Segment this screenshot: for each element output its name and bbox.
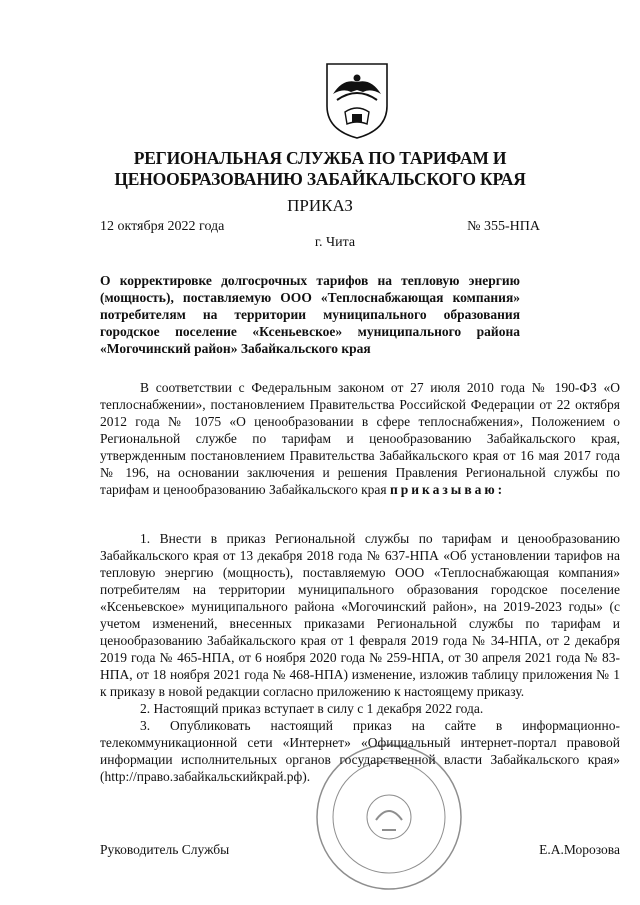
document-city: г. Чита (314, 235, 356, 250)
coat-of-arms-emblem (323, 60, 391, 140)
official-stamp (312, 740, 467, 895)
document-date: 12 октября 2022 года (100, 219, 225, 234)
order-item-1: 1. Внести в приказ Региональной службы по тарифам и ценообразованию Забайкальского края от 13 декабря 2018 года № 637-НПА «Об установлении тарифов на тепловую энергию (мощность), поставляемую ООО «Теплоснабжающая компания» потребителям на территории муниципального образования городское поселение «Ксеньевское» муниципального района «Могочинский район», на 2019-2023 годы» (с учетом изменений, внесенных приказами Региональной службы по тарифам и ценообразованию Забайкальского края от 1 февраля 2019 года № 34-НПА, от 2 декабря 2019 года № 465-НПА, от 6 ноября 2020 года № 259-НПА, от 30 апреля 2021 года № 83-НПА, от 18 ноября 2021 года № 468-НПА) изменение, изложив таблицу приложения № 1 к приказу в новой редакции согласно приложению к настоящему приказу. (100, 531, 620, 699)
signer-name: Е.А.Морозова (539, 842, 620, 857)
organization-title: РЕГИОНАЛЬНАЯ СЛУЖБА ПО ТАРИФАМ И ЦЕНООБРАЗОВАНИЮ ЗАБАЙКАЛЬСКОГО КРАЯ (114, 148, 526, 189)
order-item-2: 2. Настоящий приказ вступает в силу с 1 декабря 2022 года. (140, 701, 484, 716)
preamble-text: В соответствии с Федеральным законом от 27 июля 2010 года № 190-ФЗ «О теплоснабжении», постановлением Правительства Российской Федерации от 22 октября 2012 года № 1075 «О ценообразовании в сфере теплоснабжения», Положением о Региональной службе по тарифам и ценообразованию Забайкальского края, утвержденным постановлением Правительства Забайкальского края от 16 мая 2017 года № 196, на основании заключения и решения Правления Региональной службы по тарифам и ценообразованию Забайкальского края (100, 380, 620, 497)
document-number: № 355-НПА (467, 219, 540, 234)
signer-title: Руководитель Службы (100, 842, 230, 857)
document-subject: О корректировке долгосрочных тарифов на тепловую энергию (мощность), поставляемую ООО «Теплоснабжающая компания» потребителям на территории муниципального образования городское поселение «Ксеньевское» муниципального района «Могочинский район» Забайкальского края (100, 273, 520, 356)
order-item-3: 3. Опубликовать настоящий приказ на сайте в информационно-телекоммуникационной сети «Интернет» «Официальный интернет-портал правовой информации исполнительных органов государственной власти Забайкальского края» (http://право.забайкальскийкрай.рф). (100, 718, 620, 784)
document-type: ПРИКАЗ (287, 196, 353, 215)
decree-word: приказываю: (389, 482, 506, 497)
preamble-paragraph (100, 379, 620, 498)
